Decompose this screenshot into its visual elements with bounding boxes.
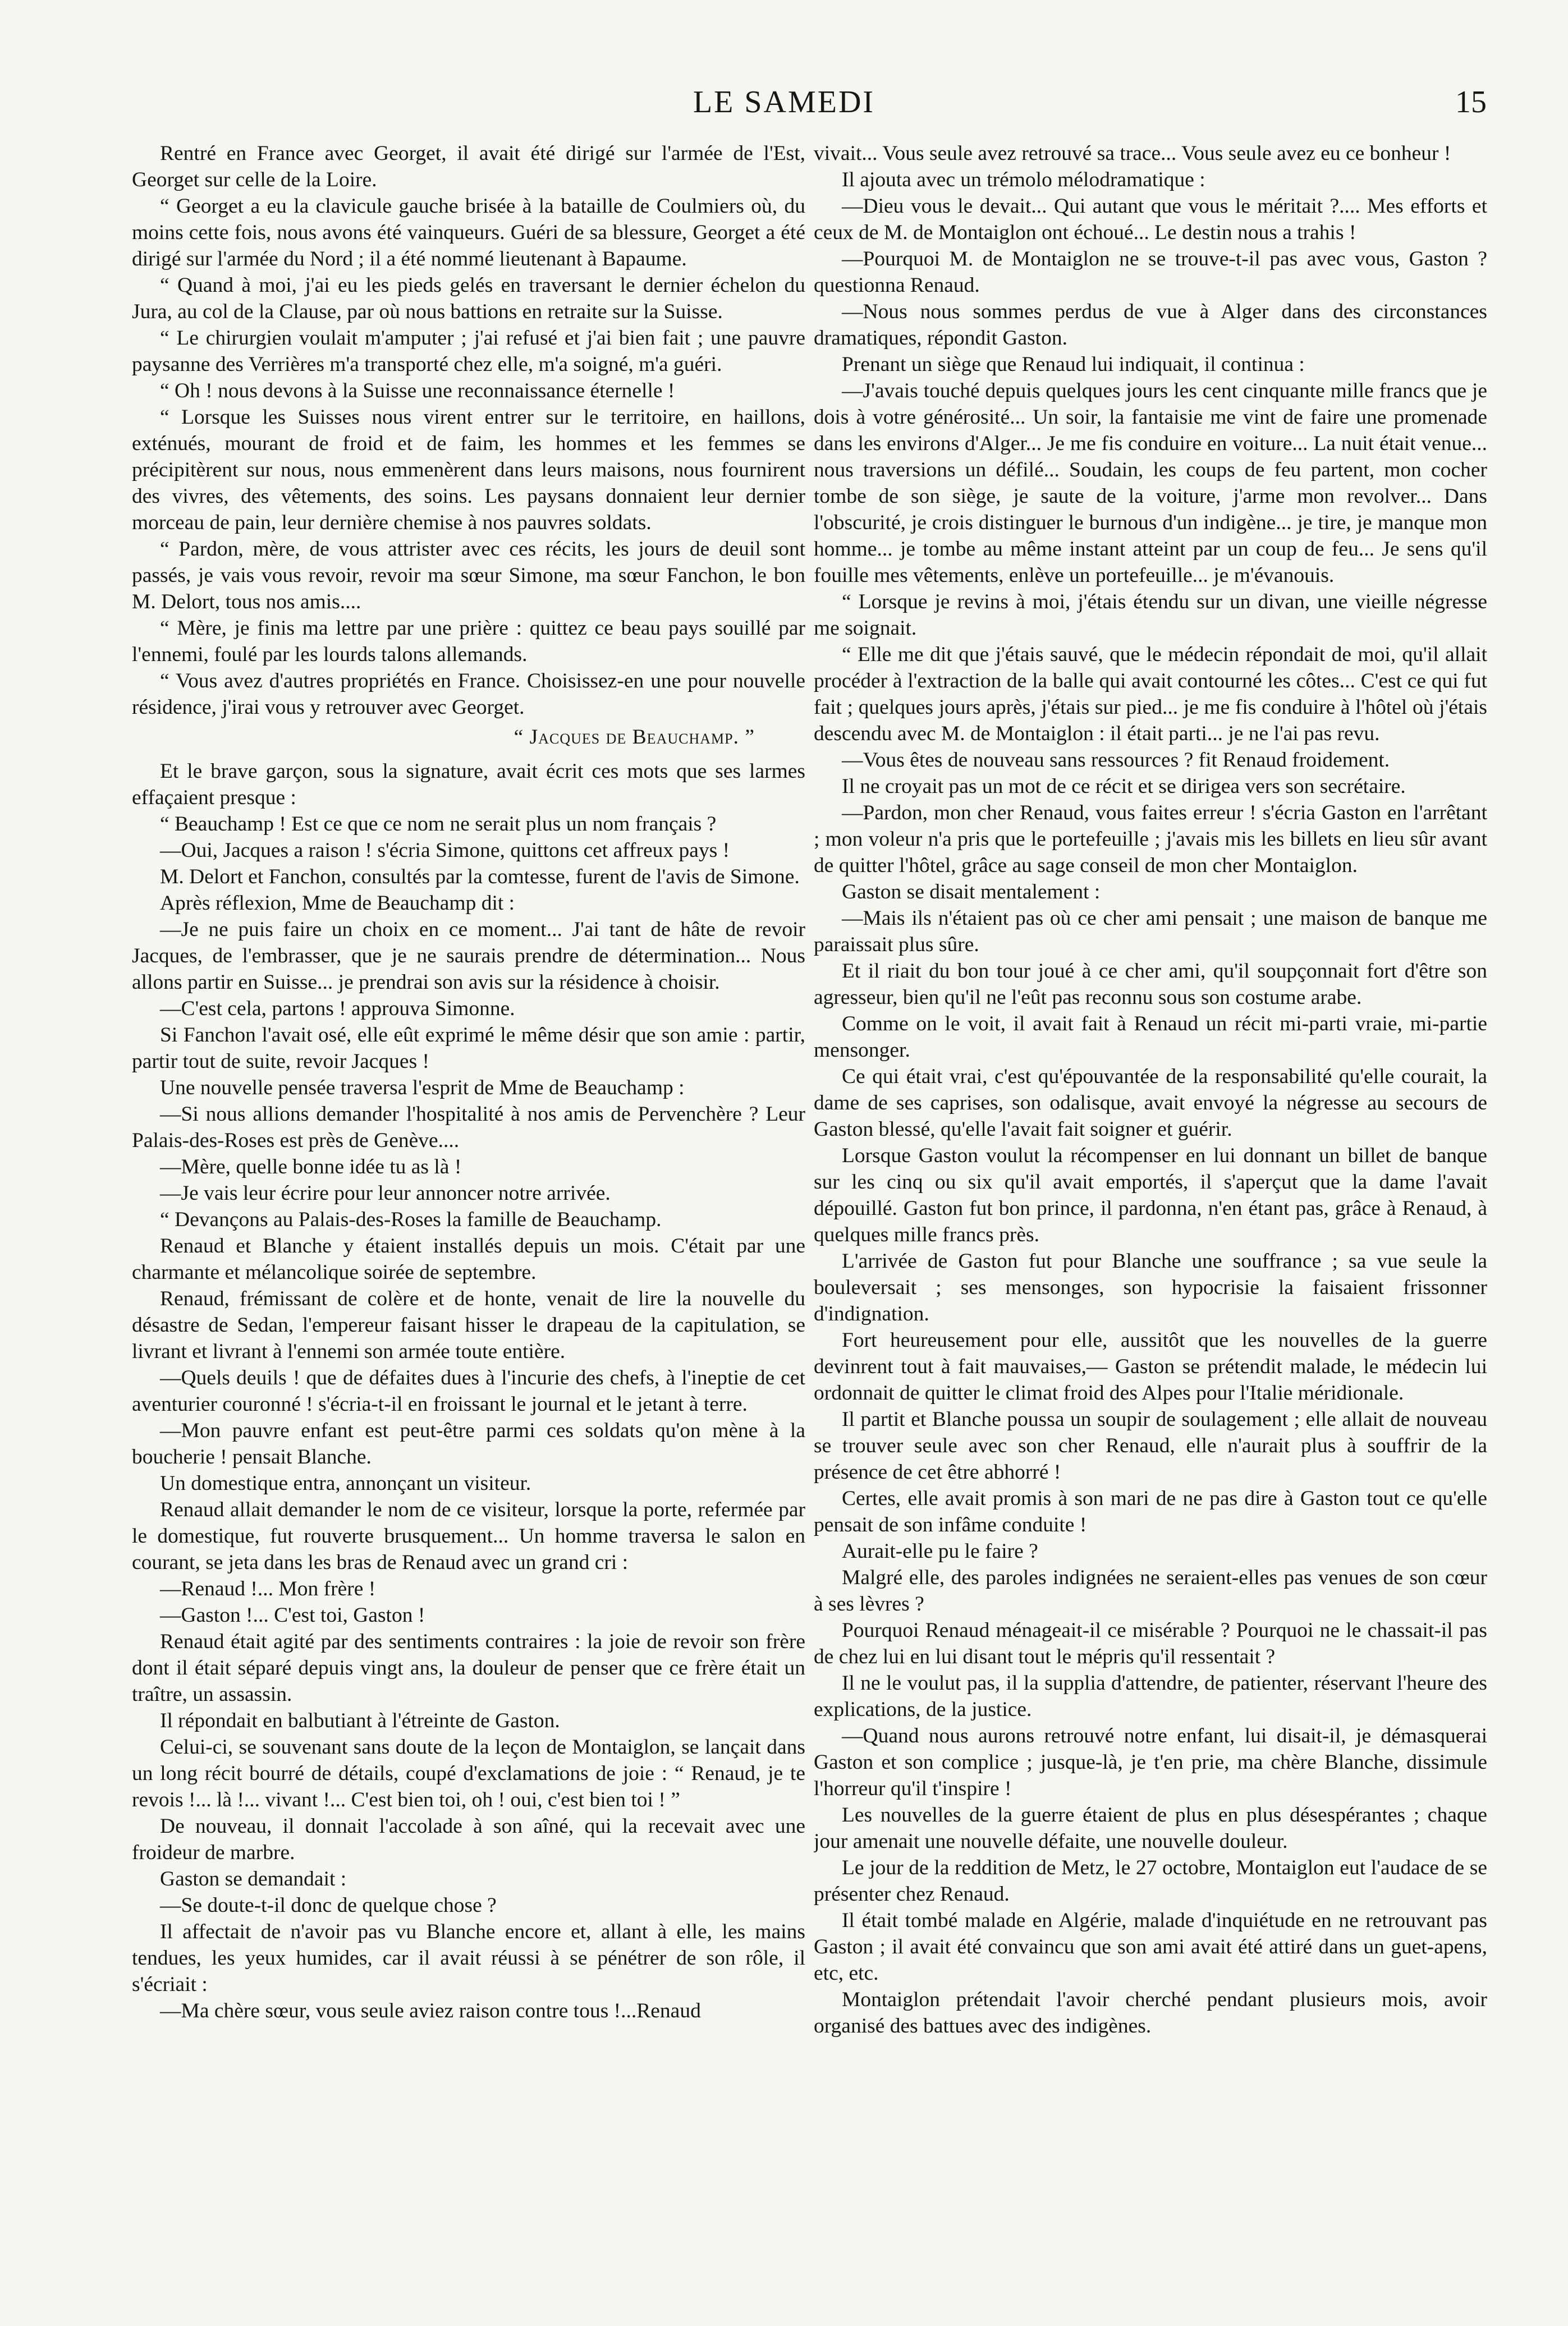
paragraph: —Quels deuils ! que de défaites dues à l'incurie des chefs, à l'ineptie de cet aventurier couronné ! s'écria-t-il en froissant le journal et le jetant à terre. xyxy=(132,1366,805,1416)
paragraph: —Nous nous sommes perdus de vue à Alger dans des circonstances dramatiques, répondit Gaston. xyxy=(814,300,1487,350)
paragraph: “ Lorsque je revins à moi, j'étais étendu sur un divan, une vieille négresse me soignait. xyxy=(814,590,1487,640)
paragraph: “ Devançons au Palais-des-Roses la famille de Beauchamp. xyxy=(160,1208,662,1231)
paragraph: Il ne croyait pas un mot de ce récit et se dirigea vers son secrétaire. xyxy=(842,775,1406,798)
paragraph: —Renaud !... Mon frère ! xyxy=(160,1577,376,1600)
paragraph: Comme on le voit, il avait fait à Renaud un récit mi-parti vraie, mi-partie mensonger. xyxy=(814,1012,1487,1062)
paragraph: —Mon pauvre enfant est peut-être parmi ces soldats qu'on mène à la boucherie ! pensait Blanche. xyxy=(132,1419,805,1469)
paragraph: Et le brave garçon, sous la signature, avait écrit ces mots que ses larmes effaçaient presque : xyxy=(132,760,805,809)
paragraph: “ Mère, je finis ma lettre par une prière : quittez ce beau pays souillé par l'ennemi, foulé par les lourds talons allemands. xyxy=(132,617,805,666)
paragraph: —Si nous allions demander l'hospitalité à nos amis de Pervenchère ? Leur Palais-des-Roses est près de Genève.... xyxy=(132,1103,805,1152)
paragraph: Il affectait de n'avoir pas vu Blanche encore et, allant à elle, les mains tendues, les yeux humides, car il avait réussi à se pénétrer de son rôle, il s'écriait : xyxy=(132,1920,805,1996)
paragraph: Ce qui était vrai, c'est qu'épouvantée de la responsabilité qu'elle courait, la dame de ses caprises, son odalisque, avait envoyé la négresse au secours de Gaston blessé, qu'elle l'avait fait soigner et guérir. xyxy=(814,1065,1487,1141)
paragraph: Si Fanchon l'avait osé, elle eût exprimé le même désir que son amie : partir, partir tout de suite, revoir Jacques ! xyxy=(132,1024,805,1073)
paragraph: —Quand nous aurons retrouvé notre enfant, lui disait-il, je démasquerai Gaston et son complice ; jusque-là, je t'en prie, ma chère Blanche, dissimule l'horreur qu'il t'inspire ! xyxy=(814,1724,1487,1800)
page-number: 15 xyxy=(1455,85,1487,120)
paragraph: Pourquoi Renaud ménageait-il ce misérable ? Pourquoi ne le chassait-il pas de chez lui en lui disant tout le mépris qu'il ressentait ? xyxy=(814,1619,1487,1668)
paragraph: Il répondait en balbutiant à l'étreinte de Gaston. xyxy=(160,1709,560,1732)
paragraph: —Je vais leur écrire pour leur annoncer notre arrivée. xyxy=(160,1182,611,1205)
paragraph: “ Jacques de Beauchamp. ” xyxy=(514,726,755,749)
paragraph: “ Le chirurgien voulait m'amputer ; j'ai refusé et j'ai bien fait ; une pauvre paysanne des Verrières m'a transporté chez elle, m'a soigné, m'a guéri. xyxy=(132,327,805,376)
paragraph: —Pardon, mon cher Renaud, vous faites erreur ! s'écria Gaston en l'arrêtant ; mon voleur n'a pris que le portefeuille ; j'avais mis les billets en lieu sûr avant de quitter l'hôtel, grâce au sage conseil de mon cher Montaiglon. xyxy=(814,801,1487,877)
paragraph: “ Quand à moi, j'ai eu les pieds gelés en traversant le dernier échelon du Jura, au col de la Clause, par où nous battions en retraite sur la Suisse. xyxy=(132,274,805,323)
paragraph: —Pourquoi M. de Montaiglon ne se trouve-t-il pas avec vous, Gaston ? questionna Renaud. xyxy=(814,247,1487,297)
paragraph: Aurait-elle pu le faire ? xyxy=(842,1540,1038,1563)
paragraph: Fort heureusement pour elle, aussitôt que les nouvelles de la guerre devinrent tout à fait mauvaises,— Gaston se prétendit malade, le médecin lui ordonnait de quitter le climat froid des Alpes pour l'Italie méridionale. xyxy=(814,1329,1487,1405)
paragraph: “ Pardon, mère, de vous attrister avec ces récits, les jours de deuil sont passés, je vais vous revoir, revoir ma sœur Simone, ma sœur Fanchon, le bon M. Delort, tous nos amis.... xyxy=(132,538,805,613)
paragraph: M. Delort et Fanchon, consultés par la comtesse, furent de l'avis de Simone. xyxy=(160,865,800,888)
paragraph: Renaud, frémissant de colère et de honte, venait de lire la nouvelle du désastre de Sedan, l'empereur faisant hisser le drapeau de la capitulation, se livrant et livrant à l'ennemi son armée toute entière. xyxy=(132,1287,805,1363)
paragraph: Il était tombé malade en Algérie, malade d'inquiétude en ne retrouvant pas Gaston ; il avait été convaincu que son ami avait été attiré dans un guet-apens, etc, etc. xyxy=(814,1909,1487,1985)
paragraph: Gaston se demandait : xyxy=(160,1868,347,1891)
paragraph: Rentré en France avec Georget, il avait été dirigé sur l'armée de l'Est, Georget sur celle de la Loire. xyxy=(132,142,805,191)
paragraph: Un domestique entra, annonçant un visiteur. xyxy=(160,1472,531,1495)
running-title: LE SAMEDI xyxy=(693,85,875,120)
paragraph: “ Georget a eu la clavicule gauche brisée à la bataille de Coulmiers où, du moins cette fois, nous avons été vainqueurs. Guéri de sa blessure, Georget a été dirigé sur l'armée du Nord ; il a été nommé lieutenant à Bapaume. xyxy=(132,195,805,270)
paragraph: —J'avais touché depuis quelques jours les cent cinquante mille francs que je dois à votre générosité... Un soir, la fantaisie me vint de faire une promenade dans les environs d'Alger... Je me fis conduire en voiture... La nuit était venue... nous traversions un défilé... Soudain, les coups de feu partent, mon cocher tombe de son siège, je saute de la voiture, j'arme mon revolver... Dans l'obscurité, je crois distinguer le burnous d'un indigène... je tire, je manque mon homme... je tombe au même instant atteint par un coup de feu... Je sens qu'il fouille mes vêtements, enlève un portefeuille... je m'évanouis. xyxy=(814,379,1487,587)
paragraph: “ Lorsque les Suisses nous virent entrer sur le territoire, en haillons, exténués, mourant de froid et de faim, les hommes et les femmes se précipitèrent sur nous, nous emmenèrent dans leurs maisons, nous fournirent des vivres, des vêtements, des soins. Les paysans donnaient leur dernier morceau de pain, leur dernière chemise à nos pauvres soldats. xyxy=(132,406,805,534)
paragraph: —C'est cela, partons ! approuva Simonne. xyxy=(160,997,515,1020)
paragraph: Prenant un siège que Renaud lui indiquait, il continua : xyxy=(842,353,1305,376)
paragraph: Renaud et Blanche y étaient installés depuis un mois. C'était par une charmante et mélancolique soirée de septembre. xyxy=(132,1235,805,1284)
paragraph: —Oui, Jacques a raison ! s'écria Simone, quittons cet affreux pays ! xyxy=(160,839,730,862)
paragraph: Une nouvelle pensée traversa l'esprit de Mme de Beauchamp : xyxy=(160,1076,685,1099)
left-column xyxy=(132,140,805,2306)
paragraph: —Gaston !... C'est toi, Gaston ! xyxy=(160,1604,425,1627)
paragraph: —Se doute-t-il donc de quelque chose ? xyxy=(160,1894,497,1917)
paragraph: —Vous êtes de nouveau sans ressources ? fit Renaud froidement. xyxy=(842,749,1390,772)
paragraph: “ Oh ! nous devons à la Suisse une reconnaissance éternelle ! xyxy=(160,379,675,402)
paragraph: Gaston se disait mentalement : xyxy=(842,880,1101,903)
paragraph: Certes, elle avait promis à son mari de ne pas dire à Gaston tout ce qu'elle pensait de son infâme conduite ! xyxy=(814,1487,1487,1536)
paragraph: —Mais ils n'étaient pas où ce cher ami pensait ; une maison de banque me paraissait plus sûre. xyxy=(814,907,1487,956)
paragraph: Après réflexion, Mme de Beauchamp dit : xyxy=(160,892,515,915)
paragraph: Il partit et Blanche poussa un soupir de soulagement ; elle allait de nouveau se trouver seule avec son cher Renaud, elle n'aurait plus à souffrir de la présence de cet être abhorré ! xyxy=(814,1408,1487,1484)
paragraph: Lorsque Gaston voulut la récompenser en lui donnant un billet de banque sur les cinq ou six qu'il avait emportés, il s'aperçut que la dame l'avait dépouillé. Gaston fut bon prince, il pardonna, n'en étant pas, grâce à Renaud, à quelques mille francs près. xyxy=(814,1144,1487,1246)
page-header xyxy=(0,79,1568,123)
paragraph: Il ne le voulut pas, il la supplia d'attendre, de patienter, réservant l'heure des explications, de la justice. xyxy=(814,1672,1487,1721)
paragraph: Malgré elle, des paroles indignées ne seraient-elles pas venues de son cœur à ses lèvres ? xyxy=(814,1566,1487,1616)
paragraph: “ Elle me dit que j'étais sauvé, que le médecin répondait de moi, qu'il allait procéder à l'extraction de la balle qui avait contourné les côtes... C'est ce qui fut fait ; quelques jours après, j'étais sur pied... je me fis conduire à l'hôtel où j'étais descendu avec M. de Montaiglon : il était parti... je ne l'ai pas revu. xyxy=(814,643,1487,745)
paragraph: Renaud était agité par des sentiments contraires : la joie de revoir son frère dont il était séparé depuis vingt ans, la douleur de penser que ce frère était un traître, un assassin. xyxy=(132,1630,805,1706)
paragraph: Le jour de la reddition de Metz, le 27 octobre, Montaiglon eut l'audace de se présenter chez Renaud. xyxy=(814,1856,1487,1906)
right-column xyxy=(814,140,1487,2306)
paragraph: —Je ne puis faire un choix en ce moment... J'ai tant de hâte de revoir Jacques, de l'embrasser, que je ne saurais prendre de détermination... Nous allons partir en Suisse... je prendrai son avis sur la résidence à choisir. xyxy=(132,918,805,994)
paragraph: De nouveau, il donnait l'accolade à son aîné, qui la recevait avec une froideur de marbre. xyxy=(132,1815,805,1864)
paragraph: L'arrivée de Gaston fut pour Blanche une souffrance ; sa vue seule la bouleversait ; ses mensonges, son hypocrisie la faisaient frissonner d'indignation. xyxy=(814,1250,1487,1325)
paragraph: Et il riait du bon tour joué à ce cher ami, qu'il soupçonnait fort d'être son agresseur, bien qu'il ne l'eût pas reconnu sous son costume arabe. xyxy=(814,960,1487,1009)
paragraph: “ Vous avez d'autres propriétés en France. Choisissez-en une pour nouvelle résidence, j'irai vous y retrouver avec Georget. xyxy=(132,669,805,719)
paragraph: —Mère, quelle bonne idée tu as là ! xyxy=(160,1155,462,1178)
paragraph: vivait... Vous seule avez retrouvé sa trace... Vous seule avez eu ce bonheur ! xyxy=(814,142,1451,165)
paragraph: Il ajouta avec un trémolo mélodramatique : xyxy=(842,168,1205,191)
paragraph: Celui-ci, se souvenant sans doute de la leçon de Montaiglon, se lançait dans un long récit bourré de détails, coupé d'exclamations de joie : “ Renaud, je te revois !... là !... vivant !... C'est bien toi, oh ! oui, c'est bien toi ! ” xyxy=(132,1736,805,1811)
paragraph: Montaiglon prétendait l'avoir cherché pendant plusieurs mois, avoir organisé des battues avec des indigènes. xyxy=(814,1988,1487,2038)
paragraph: —Ma chère sœur, vous seule aviez raison contre tous !...Renaud xyxy=(160,1999,701,2022)
paragraph: “ Beauchamp ! Est ce que ce nom ne serait plus un nom français ? xyxy=(160,813,717,836)
paragraph: Renaud allait demander le nom de ce visiteur, lorsque la porte, refermée par le domestique, fut rouverte brusquement... Un homme traversa le salon en courant, se jeta dans les bras de Renaud avec un grand cri : xyxy=(132,1498,805,1574)
paragraph: —Dieu vous le devait... Qui autant que vous le méritait ?.... Mes efforts et ceux de M. de Montaiglon ont échoué... Le destin nous a trahis ! xyxy=(814,195,1487,244)
paragraph: Les nouvelles de la guerre étaient de plus en plus désespérantes ; chaque jour amenait une nouvelle défaite, une nouvelle douleur. xyxy=(814,1804,1487,1853)
